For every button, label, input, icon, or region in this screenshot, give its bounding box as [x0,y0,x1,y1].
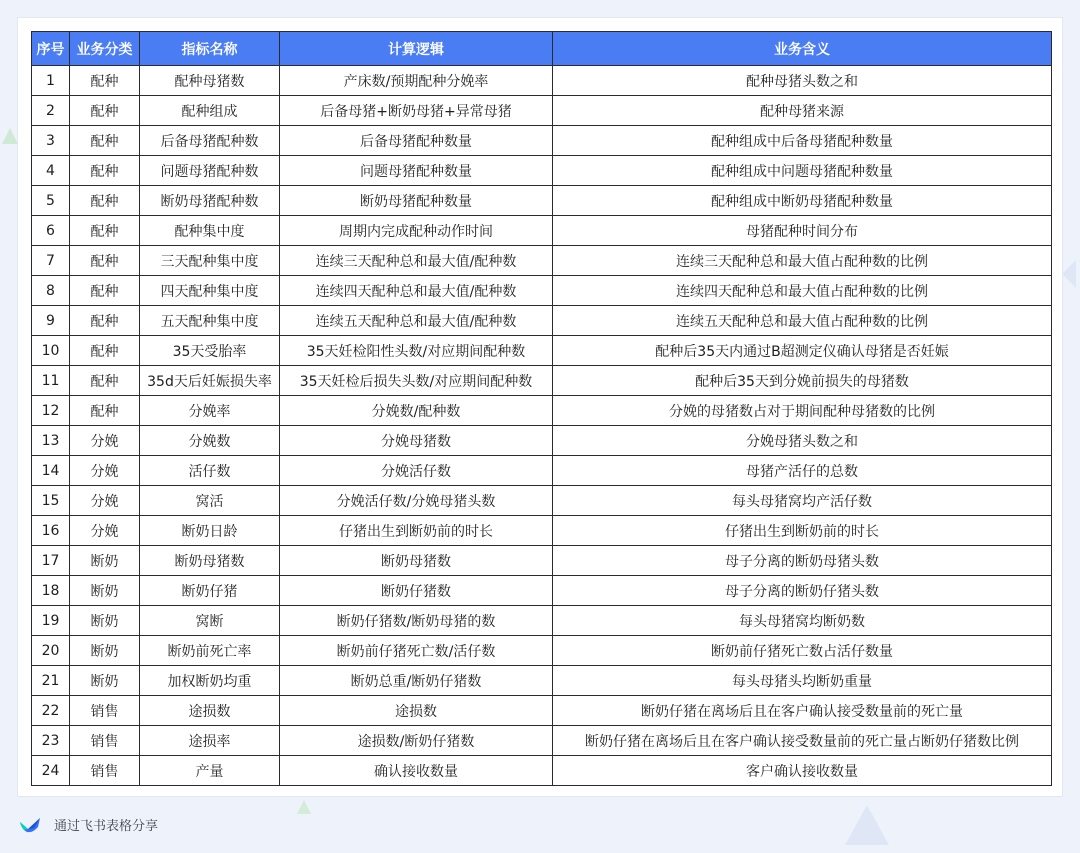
cell-meaning[interactable]: 断奶仔猪在离场后且在客户确认接受数量前的死亡量 [553,696,1052,726]
cell-meaning[interactable]: 每头母猪窝均断奶数 [553,606,1052,636]
cell-index[interactable]: 12 [32,396,70,426]
cell-metric-name[interactable]: 断奶母猪配种数 [140,186,280,216]
cell-category[interactable]: 销售 [70,756,140,786]
table-row [32,666,1052,696]
cell-meaning[interactable]: 母子分离的断奶仔猪头数 [553,576,1052,606]
cell-category[interactable]: 配种 [70,246,140,276]
cell-logic[interactable]: 断奶总重/断奶仔猪数 [280,666,553,696]
cell-metric-name[interactable]: 问题母猪配种数 [140,156,280,186]
cell-logic[interactable]: 周期内完成配种动作时间 [280,216,553,246]
cell-meaning[interactable]: 分娩的母猪数占对于期间配种母猪数的比例 [553,396,1052,426]
cell-category[interactable]: 配种 [70,66,140,96]
table-row [32,126,1052,156]
cell-category[interactable]: 配种 [70,306,140,336]
spreadsheet-sheet [17,17,1063,797]
cell-category[interactable]: 配种 [70,366,140,396]
cell-meaning[interactable]: 连续五天配种总和最大值占配种数的比例 [553,306,1052,336]
cell-meaning[interactable]: 配种组成中后备母猪配种数量 [553,126,1052,156]
cell-logic[interactable]: 产床数/预期配种分娩率 [280,66,553,96]
cell-logic[interactable]: 连续五天配种总和最大值/配种数 [280,306,553,336]
cell-category[interactable]: 分娩 [70,456,140,486]
decorative-triangle [297,800,311,814]
cell-category[interactable]: 断奶 [70,666,140,696]
cell-logic[interactable]: 断奶仔猪数 [280,576,553,606]
cell-metric-name[interactable]: 配种母猪数 [140,66,280,96]
cell-index[interactable]: 16 [32,516,70,546]
cell-index[interactable]: 21 [32,666,70,696]
cell-category[interactable]: 配种 [70,396,140,426]
cell-metric-name[interactable]: 产量 [140,756,280,786]
table-row [32,486,1052,516]
cell-meaning[interactable]: 断奶仔猪在离场后且在客户确认接受数量前的死亡量占断奶仔猪数比例 [553,726,1052,756]
table-row [32,186,1052,216]
table-row [32,576,1052,606]
cell-logic[interactable]: 仔猪出生到断奶前的时长 [280,516,553,546]
cell-metric-name[interactable]: 断奶前死亡率 [140,636,280,666]
cell-logic[interactable]: 35天妊检后损失头数/对应期间配种数 [280,366,553,396]
cell-meaning[interactable]: 连续三天配种总和最大值占配种数的比例 [553,246,1052,276]
decorative-triangle [2,128,18,144]
cell-logic[interactable]: 确认接收数量 [280,756,553,786]
cell-logic[interactable]: 分娩活仔数 [280,456,553,486]
cell-index[interactable]: 10 [32,336,70,366]
cell-metric-name[interactable]: 分娩数 [140,426,280,456]
cell-meaning[interactable]: 配种组成中断奶母猪配种数量 [553,186,1052,216]
cell-index[interactable]: 1 [32,66,70,96]
cell-meaning[interactable]: 客户确认接收数量 [553,756,1052,786]
cell-category[interactable]: 配种 [70,96,140,126]
table-row [32,696,1052,726]
table-row [32,636,1052,666]
cell-meaning[interactable]: 每头母猪窝均产活仔数 [553,486,1052,516]
cell-metric-name[interactable]: 35天受胎率 [140,336,280,366]
table-row [32,66,1052,96]
cell-index[interactable]: 17 [32,546,70,576]
cell-metric-name[interactable]: 四天配种集中度 [140,276,280,306]
cell-metric-name[interactable]: 配种组成 [140,96,280,126]
cell-meaning[interactable]: 每头母猪头均断奶重量 [553,666,1052,696]
cell-category[interactable]: 配种 [70,336,140,366]
cell-meaning[interactable]: 母猪产活仔的总数 [553,456,1052,486]
table-row [32,606,1052,636]
cell-metric-name[interactable]: 途损数 [140,696,280,726]
header-index[interactable]: 序号 [32,32,70,66]
cell-metric-name[interactable]: 断奶母猪数 [140,546,280,576]
cell-category[interactable]: 分娩 [70,486,140,516]
cell-meaning[interactable]: 配种母猪来源 [553,96,1052,126]
cell-metric-name[interactable]: 35d天后妊娠损失率 [140,366,280,396]
table-header-row [32,32,1052,66]
header-logic[interactable]: 计算逻辑 [280,32,553,66]
cell-meaning[interactable]: 配种后35天内通过B超测定仪确认母猪是否妊娠 [553,336,1052,366]
cell-index[interactable]: 2 [32,96,70,126]
cell-logic[interactable]: 分娩数/配种数 [280,396,553,426]
cell-index[interactable]: 18 [32,576,70,606]
table-row [32,156,1052,186]
cell-category[interactable]: 分娩 [70,426,140,456]
table-row [32,546,1052,576]
cell-metric-name[interactable]: 配种集中度 [140,216,280,246]
cell-category[interactable]: 配种 [70,126,140,156]
cell-meaning[interactable]: 配种组成中问题母猪配种数量 [553,156,1052,186]
cell-metric-name[interactable]: 窝活 [140,486,280,516]
cell-category[interactable]: 断奶 [70,576,140,606]
table-row [32,216,1052,246]
cell-logic[interactable]: 连续四天配种总和最大值/配种数 [280,276,553,306]
cell-meaning[interactable]: 配种母猪头数之和 [553,66,1052,96]
cell-logic[interactable]: 断奶母猪配种数量 [280,186,553,216]
cell-meaning[interactable]: 母子分离的断奶母猪头数 [553,546,1052,576]
cell-index[interactable]: 5 [32,186,70,216]
table-row [32,396,1052,426]
cell-logic[interactable]: 断奶前仔猪死亡数/活仔数 [280,636,553,666]
cell-logic[interactable]: 断奶仔猪数/断奶母猪的数 [280,606,553,636]
cell-index[interactable]: 8 [32,276,70,306]
table-body [32,66,1052,786]
cell-metric-name[interactable]: 断奶仔猪 [140,576,280,606]
cell-category[interactable]: 断奶 [70,606,140,636]
cell-meaning[interactable]: 分娩母猪头数之和 [553,426,1052,456]
cell-metric-name[interactable]: 窝断 [140,606,280,636]
cell-category[interactable]: 销售 [70,696,140,726]
cell-meaning[interactable]: 仔猪出生到断奶前的时长 [553,516,1052,546]
header-meaning[interactable]: 业务含义 [553,32,1052,66]
cell-index[interactable]: 24 [32,756,70,786]
cell-meaning[interactable]: 断奶前仔猪死亡数占活仔数量 [553,636,1052,666]
cell-category[interactable]: 配种 [70,276,140,306]
table-row [32,366,1052,396]
cell-logic[interactable]: 连续三天配种总和最大值/配种数 [280,246,553,276]
cell-logic[interactable]: 问题母猪配种数量 [280,156,553,186]
decorative-triangle [1062,260,1076,288]
cell-index[interactable]: 15 [32,486,70,516]
cell-logic[interactable]: 分娩母猪数 [280,426,553,456]
cell-index[interactable]: 11 [32,366,70,396]
cell-index[interactable]: 4 [32,156,70,186]
header-metric-name[interactable]: 指标名称 [140,32,280,66]
table-row [32,306,1052,336]
cell-logic[interactable]: 途损数 [280,696,553,726]
header-category[interactable]: 业务分类 [70,32,140,66]
cell-logic[interactable]: 后备母猪+断奶母猪+异常母猪 [280,96,553,126]
cell-logic[interactable]: 断奶母猪数 [280,546,553,576]
cell-meaning[interactable]: 连续四天配种总和最大值占配种数的比例 [553,276,1052,306]
cell-index[interactable]: 19 [32,606,70,636]
cell-category[interactable]: 配种 [70,186,140,216]
cell-category[interactable]: 配种 [70,216,140,246]
table-row [32,456,1052,486]
cell-metric-name[interactable]: 断奶日龄 [140,516,280,546]
table-row [32,336,1052,366]
decorative-triangle [845,805,889,845]
cell-category[interactable]: 配种 [70,156,140,186]
table-row [32,516,1052,546]
cell-logic[interactable]: 35天妊检阳性头数/对应期间配种数 [280,336,553,366]
cell-index[interactable]: 20 [32,636,70,666]
cell-metric-name[interactable]: 加权断奶均重 [140,666,280,696]
cell-index[interactable]: 7 [32,246,70,276]
feishu-logo-icon [18,814,42,834]
cell-logic[interactable]: 后备母猪配种数量 [280,126,553,156]
cell-metric-name[interactable]: 后备母猪配种数 [140,126,280,156]
cell-index[interactable]: 13 [32,426,70,456]
cell-metric-name[interactable]: 五天配种集中度 [140,306,280,336]
cell-metric-name[interactable]: 活仔数 [140,456,280,486]
table-row [32,426,1052,456]
table-row [32,96,1052,126]
cell-index[interactable]: 9 [32,306,70,336]
share-footer[interactable] [18,812,158,836]
metrics-table [31,31,1052,786]
cell-index[interactable]: 22 [32,696,70,726]
cell-index[interactable]: 6 [32,216,70,246]
share-text: 通过飞书表格分享 [54,818,159,834]
cell-category[interactable]: 断奶 [70,546,140,576]
cell-metric-name[interactable]: 三天配种集中度 [140,246,280,276]
table-row [32,246,1052,276]
cell-index[interactable]: 14 [32,456,70,486]
table-row [32,276,1052,306]
cell-meaning[interactable]: 母猪配种时间分布 [553,216,1052,246]
table-row [32,726,1052,756]
cell-index[interactable]: 3 [32,126,70,156]
cell-index[interactable]: 23 [32,726,70,756]
cell-category[interactable]: 分娩 [70,516,140,546]
cell-meaning[interactable]: 配种后35天到分娩前损失的母猪数 [553,366,1052,396]
table-row [32,756,1052,786]
cell-metric-name[interactable]: 途损率 [140,726,280,756]
cell-logic[interactable]: 分娩活仔数/分娩母猪头数 [280,486,553,516]
cell-logic[interactable]: 途损数/断奶仔猪数 [280,726,553,756]
cell-category[interactable]: 销售 [70,726,140,756]
cell-metric-name[interactable]: 分娩率 [140,396,280,426]
cell-category[interactable]: 断奶 [70,636,140,666]
